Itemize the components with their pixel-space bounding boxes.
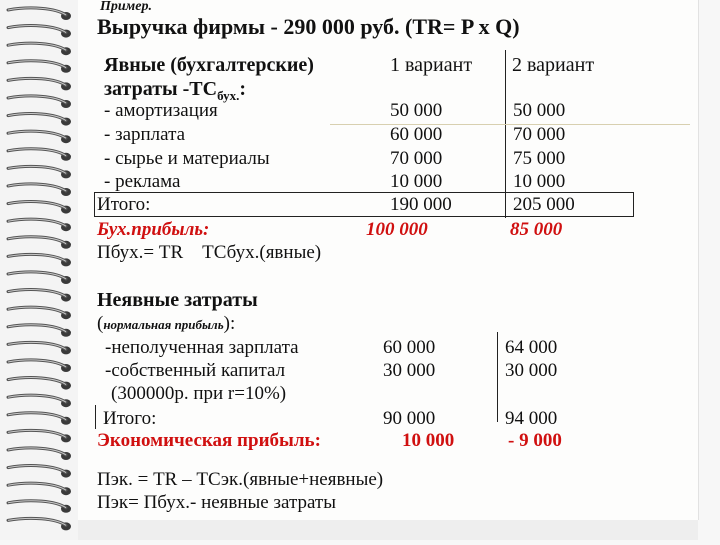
normal-profit-note: (нормальная прибыль): bbox=[97, 313, 236, 334]
binding-ring bbox=[8, 325, 71, 337]
economic-profit-formula-2: Пэк= Пбух.- неявные затраты bbox=[97, 492, 336, 513]
economic-profit-v2: - 9 000 bbox=[508, 430, 562, 451]
capital-rate-note: (300000р. при r=10%) bbox=[111, 383, 287, 404]
binding-ring bbox=[8, 184, 71, 196]
notebook-binding bbox=[0, 0, 78, 540]
explicit-total-v2: 205 000 bbox=[513, 194, 575, 215]
binding-ring bbox=[8, 272, 71, 284]
row-label-advertising: - реклама bbox=[104, 171, 181, 192]
binding-ring bbox=[8, 149, 71, 161]
binding-ring bbox=[8, 219, 71, 231]
implicit-total-left-bar bbox=[95, 405, 96, 429]
explicit-total-label: Итого: bbox=[97, 194, 151, 215]
row-v1-advertising: 10 000 bbox=[390, 171, 443, 192]
row-label-amortization: - амортизация bbox=[104, 100, 218, 121]
implicit-costs-heading: Неявные затраты bbox=[97, 289, 258, 311]
binding-ring bbox=[8, 8, 71, 20]
binding-ring bbox=[8, 307, 71, 319]
binding-ring bbox=[8, 61, 71, 73]
implicit-total-label: Итого: bbox=[103, 408, 157, 429]
row-v2-amortization: 50 000 bbox=[513, 100, 566, 121]
row-v2-materials: 75 000 bbox=[513, 148, 566, 169]
binding-ring bbox=[8, 501, 71, 513]
row-v1-materials: 70 000 bbox=[390, 148, 443, 169]
explicit-costs-heading-line1: Явные (бухгалтерские) bbox=[104, 54, 314, 76]
row-v2-advertising: 10 000 bbox=[513, 171, 566, 192]
binding-ring bbox=[8, 26, 71, 38]
binding-ring bbox=[8, 413, 71, 425]
binding-ring bbox=[8, 78, 71, 90]
binding-ring bbox=[8, 466, 71, 478]
binding-ring bbox=[8, 360, 71, 372]
implicit-column-divider bbox=[497, 332, 498, 422]
row-v1-salary: 60 000 bbox=[390, 124, 443, 145]
accounting-profit-label: Бух.прибыль: bbox=[97, 219, 210, 240]
row-v1-amortization: 50 000 bbox=[390, 100, 443, 121]
binding-ring bbox=[8, 202, 71, 214]
binding-ring bbox=[8, 378, 71, 390]
accounting-profit-v1: 100 000 bbox=[366, 219, 428, 240]
binding-ring bbox=[8, 166, 71, 178]
implicit-row-label-capital: -собственный капитал bbox=[105, 360, 286, 381]
binding-ring bbox=[8, 254, 71, 266]
binding-ring bbox=[8, 43, 71, 55]
binding-ring bbox=[8, 96, 71, 108]
implicit-row-v2-salary: 64 000 bbox=[505, 337, 558, 358]
binding-ring bbox=[8, 131, 71, 143]
row-label-salary: - зарплата bbox=[104, 124, 186, 145]
economic-profit-formula-1: Пэк. = TR – ТСэк.(явные+неявные) bbox=[97, 469, 384, 490]
accounting-profit-v2: 85 000 bbox=[510, 219, 563, 240]
accounting-profit-formula: Пбух.= TR ТСбух.(явные) bbox=[97, 242, 322, 263]
ruled-line bbox=[330, 124, 690, 125]
binding-ring bbox=[8, 290, 71, 302]
economic-profit-v1: 10 000 bbox=[402, 430, 455, 451]
economic-profit-label: Экономическая прибыль: bbox=[97, 430, 321, 451]
binding-ring bbox=[8, 114, 71, 126]
binding-ring bbox=[8, 518, 71, 530]
row-v2-salary: 70 000 bbox=[513, 124, 566, 145]
implicit-row-v1-salary: 60 000 bbox=[383, 337, 436, 358]
implicit-total-v2: 94 000 bbox=[505, 408, 558, 429]
variant-2-header: 2 вариант bbox=[512, 54, 595, 76]
implicit-row-label-salary: -неполученная зарплата bbox=[105, 337, 299, 358]
binding-ring bbox=[8, 448, 71, 460]
binding-ring bbox=[8, 342, 71, 354]
variant-1-header: 1 вариант bbox=[390, 54, 473, 76]
row-label-materials: - сырье и материалы bbox=[104, 148, 270, 169]
explicit-costs-heading-line2: затраты $-ТС_{бух.}$: bbox=[104, 78, 247, 103]
binding-ring bbox=[8, 430, 71, 442]
implicit-total-v1: 90 000 bbox=[383, 408, 436, 429]
implicit-row-v1-capital: 30 000 bbox=[383, 360, 436, 381]
page-bottom-shadow bbox=[78, 520, 698, 540]
implicit-row-v2-capital: 30 000 bbox=[505, 360, 558, 381]
binding-ring bbox=[8, 483, 71, 495]
binding-rings bbox=[0, 0, 78, 540]
binding-ring bbox=[8, 237, 71, 249]
revenue-line: Выручка фирмы - 290 000 руб. (TR= P x Q) bbox=[97, 14, 520, 39]
explicit-total-v1: 190 000 bbox=[390, 194, 452, 215]
binding-ring bbox=[8, 395, 71, 407]
example-label: Пример. bbox=[100, 0, 152, 14]
